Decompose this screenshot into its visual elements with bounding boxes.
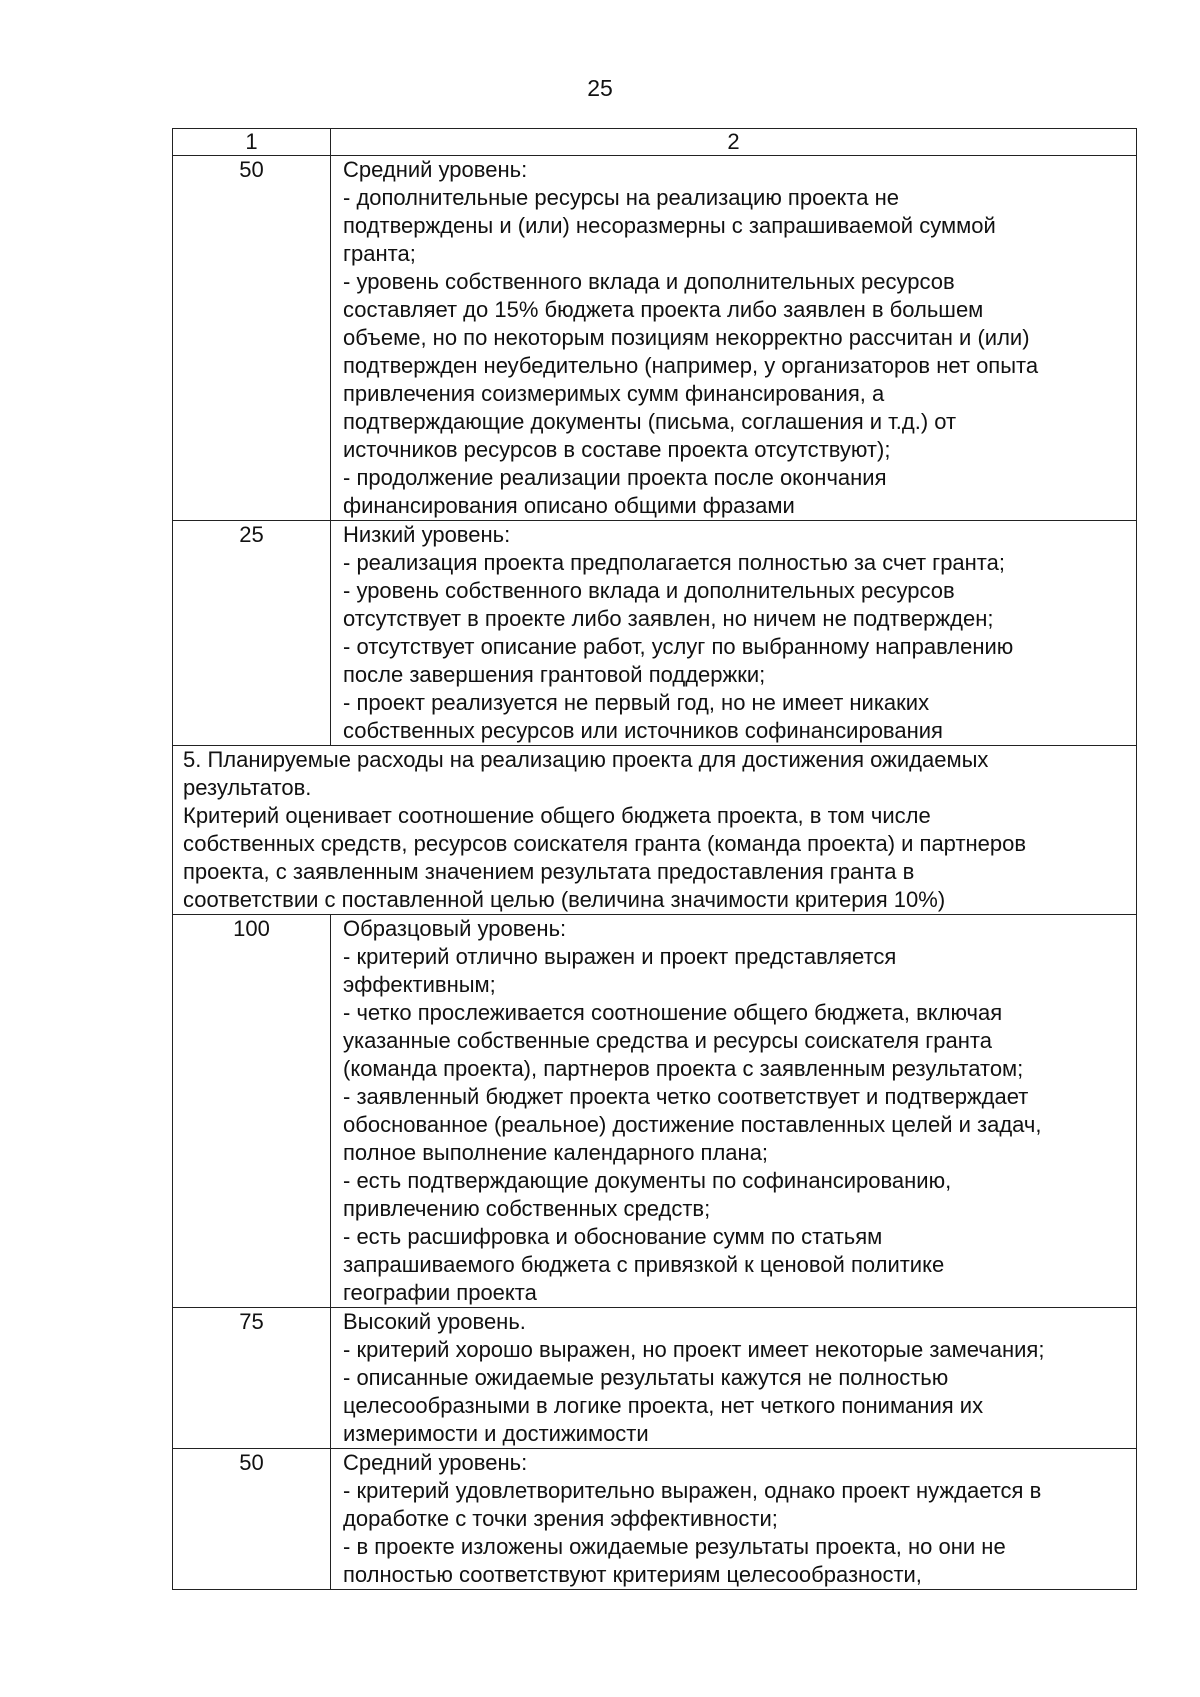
description-line: - критерий удовлетворительно выражен, однако проект нуждается в [343, 1478, 1042, 1503]
description-line: полностью соответствуют критериям целесообразности, [343, 1562, 922, 1587]
description-line: Образцовый уровень: [343, 916, 567, 941]
description-line: - в проекте изложены ожидаемые результаты проекта, но они не [343, 1534, 1006, 1559]
criterion-line: 5. Планируемые расходы на реализацию проекта для достижения ожидаемых [183, 747, 989, 772]
score-value: 100 [173, 915, 331, 1308]
description-line: - уровень собственного вклада и дополнительных ресурсов [343, 269, 955, 294]
description-line: привлечению собственных средств; [343, 1196, 711, 1221]
criterion-line: проекта, с заявленным значением результата предоставления гранта в [183, 859, 915, 884]
criterion-line: Критерий оценивает соотношение общего бюджета проекта, в том числе [183, 803, 931, 828]
description-line: гранта; [343, 241, 416, 266]
score-value: 25 [173, 521, 331, 746]
description-line: эффективным; [343, 972, 496, 997]
description-line: Средний уровень: [343, 1450, 528, 1475]
description-line: собственных ресурсов или источников софинансирования [343, 718, 943, 743]
score-row [173, 1308, 1137, 1449]
description-line: Низкий уровень: [343, 522, 511, 547]
score-value: 50 [173, 1449, 331, 1590]
description-line: - четко прослеживается соотношение общего бюджета, включая [343, 1000, 1003, 1025]
description-line: источников ресурсов в составе проекта отсутствуют); [343, 437, 891, 462]
description-line: - проект реализуется не первый год, но не имеет никаких [343, 690, 930, 715]
score-row [173, 1449, 1137, 1590]
description-line: обоснованное (реальное) достижение поставленных целей и задач, [343, 1112, 1042, 1137]
description-line: - описанные ожидаемые результаты кажутся не полностью [343, 1365, 949, 1390]
score-value: 75 [173, 1308, 331, 1449]
description-line: - реализация проекта предполагается полностью за счет гранта; [343, 550, 1005, 575]
description-line: отсутствует в проекте либо заявлен, но ничем не подтвержден; [343, 606, 994, 631]
table-header-row [173, 129, 1137, 156]
description-line: - уровень собственного вклада и дополнительных ресурсов [343, 578, 955, 603]
score-value: 50 [173, 156, 331, 521]
level-description [331, 1449, 1137, 1590]
description-line: составляет до 15% бюджета проекта либо заявлен в большем [343, 297, 984, 322]
description-line: финансирования описано общими фразами [343, 493, 795, 518]
description-line: - критерий отлично выражен и проект представляется [343, 944, 897, 969]
description-line: доработке с точки зрения эффективности; [343, 1506, 778, 1531]
criteria-table-body [173, 129, 1137, 1590]
description-line: - дополнительные ресурсы на реализацию проекта не [343, 185, 899, 210]
description-line: целесообразными в логике проекта, нет четкого понимания их [343, 1393, 984, 1418]
description-line: привлечения соизмеримых сумм финансирования, а [343, 381, 885, 406]
score-row [173, 156, 1137, 521]
description-line: Средний уровень: [343, 157, 528, 182]
score-row [173, 521, 1137, 746]
description-line: после завершения грантовой поддержки; [343, 662, 766, 687]
description-line: - продолжение реализации проекта после окончания [343, 465, 887, 490]
level-description [331, 915, 1137, 1308]
criteria-table [172, 128, 1137, 1590]
level-description [331, 1308, 1137, 1449]
criterion-section-row [173, 746, 1137, 915]
description-line: - критерий хорошо выражен, но проект имеет некоторые замечания; [343, 1337, 1045, 1362]
score-row [173, 915, 1137, 1308]
description-line: подтвержден неубедительно (например, у организаторов нет опыта [343, 353, 1039, 378]
column-header-2: 2 [331, 129, 1137, 156]
description-line: - отсутствует описание работ, услуг по выбранному направлению [343, 634, 1014, 659]
page-number: 25 [587, 75, 613, 101]
criterion-line: собственных средств, ресурсов соискателя гранта (команда проекта) и партнеров [183, 831, 1027, 856]
column-header-1: 1 [173, 129, 331, 156]
description-line: измеримости и достижимости [343, 1421, 649, 1446]
description-line: запрашиваемого бюджета с привязкой к ценовой политике [343, 1252, 945, 1277]
description-line: - заявленный бюджет проекта четко соответствует и подтверждает [343, 1084, 1029, 1109]
description-line: подтверждены и (или) несоразмерны с запрашиваемой суммой [343, 213, 996, 238]
criterion-line: соответствии с поставленной целью (величина значимости критерия 10%) [183, 887, 946, 912]
description-line: объеме, но по некоторым позициям некорректно рассчитан и (или) [343, 325, 1030, 350]
description-line: подтверждающие документы (письма, соглашения и т.д.) от [343, 409, 957, 434]
description-line: полное выполнение календарного плана; [343, 1140, 769, 1165]
description-line: - есть подтверждающие документы по софинансированию, [343, 1168, 952, 1193]
criterion-description [173, 746, 1137, 915]
description-line: Высокий уровень. [343, 1309, 526, 1334]
description-line: - есть расшифровка и обоснование сумм по статьям [343, 1224, 883, 1249]
criterion-line: результатов. [183, 775, 312, 800]
description-line: (команда проекта), партнеров проекта с заявленным результатом; [343, 1056, 1024, 1081]
level-description [331, 521, 1137, 746]
description-line: географии проекта [343, 1280, 537, 1305]
level-description [331, 156, 1137, 521]
description-line: указанные собственные средства и ресурсы соискателя гранта [343, 1028, 992, 1053]
